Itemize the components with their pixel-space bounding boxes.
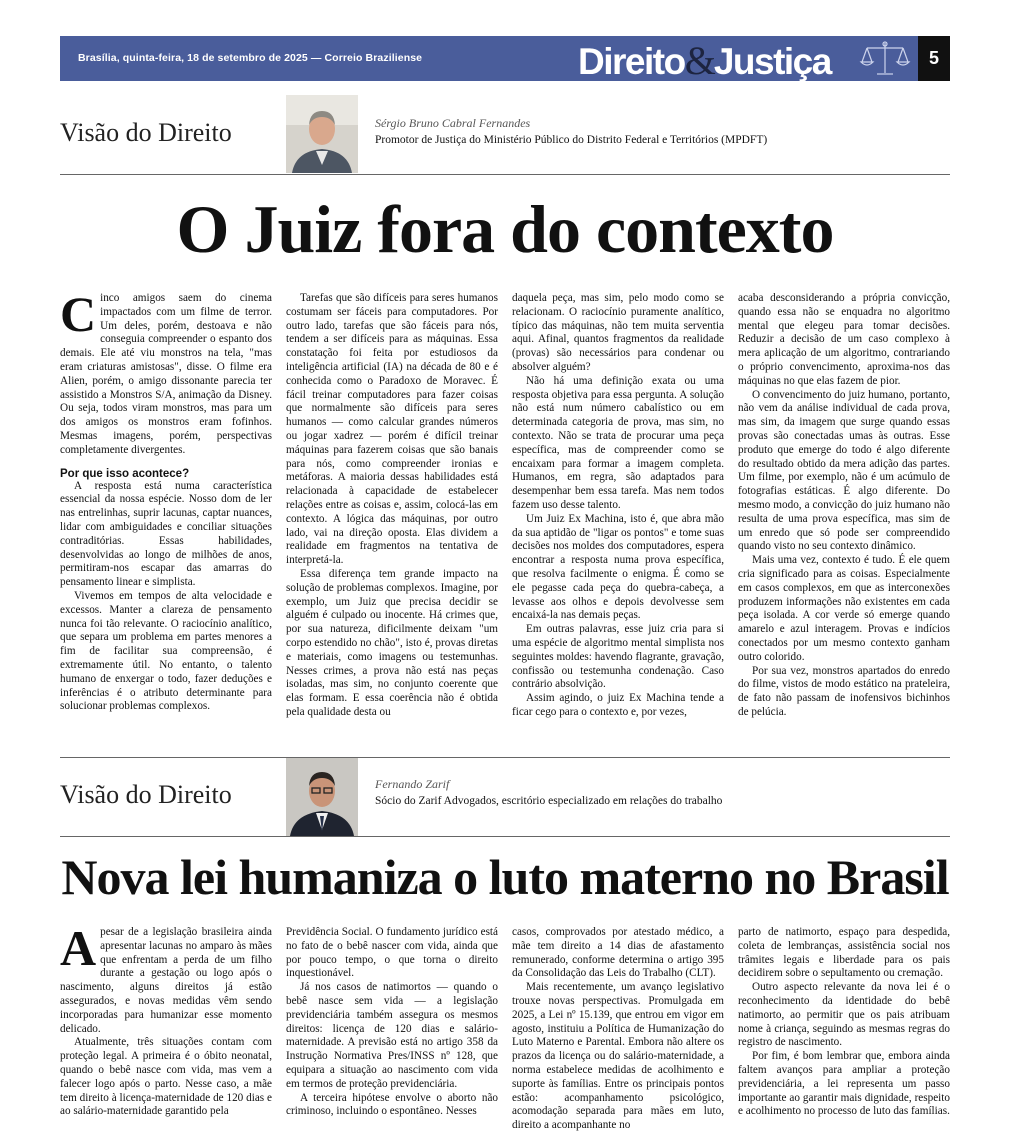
paragraph: Essa diferença tem grande impacto na solução de problemas complexos. Imagine, por exemplo, um Juiz que precisa decidir se alguém é culpado ou inocente. Há crimes que, por sua natureza, dificilmente deixam "um corpo estendido no chão", isto é, provas diretas e materiais, como imagens ou testemunhas. Nesses crimes, a prova não está nas peças isoladas, mas sim, no conjunto coerente que elas formam. E essa coerência não é obtida pela qualidade desta ou — [286, 567, 498, 718]
paragraph: A terceira hipótese envolve o aborto não criminoso, incluindo o espontâneo. Nesses — [286, 1091, 498, 1118]
article1-author-role: Promotor de Justiça do Ministério Público do Distrito Federal e Territórios (MPDFT) — [375, 134, 768, 146]
paragraph: Já nos casos de natimortos — quando o bebê nasce sem vida — a legislação previdenciária também assegura os mesmos direitos: licença de 120 dias e salário-maternidade. A previsão está no artigo 358 da Instrução Normativa Pres/INSS nº 128, que equipara a situação ao nascimento com vida em termos de proteção previdenciária. — [286, 981, 498, 1090]
article2-column-3 — [512, 926, 724, 1133]
divider — [60, 174, 950, 175]
paragraph: daquela peça, mas sim, pelo modo como se relacionam. O raciocínio puramente analítico, típico das máquinas, não tem muita serventia aqui. Afinal, quantos fragmentos da realidade (provas) são necessários para condenar ou absolver alguém? — [512, 292, 724, 373]
subheading: Por que isso acontece? — [60, 467, 190, 480]
article2-column-2 — [286, 926, 498, 1119]
drop-cap: A — [60, 920, 97, 976]
article1-column-4 — [738, 292, 950, 720]
paragraph: Mais uma vez, contexto é tudo. É ele quem cria significado para as coisas. Especialmente em casos complexos, em que as interconexões produzem informações não existentes em cada peça isolada. A cor verde só emerge quando amarelo e azul interagem. Provas e indícios conectados por um mesmo contexto ganham outro colorido. — [738, 554, 950, 663]
paragraph: Cinco amigos saem do cinema impactados com um filme de terror. Um deles, porém, destoava e não conseguia compreender o espanto dos demais. Ele até viu monstros na tela, "mas eram criaturas amistosas", disse. O filme era Alien, porém, o amigo dissonante parecia ter assistido a Monstros S/A, animação da Disney. Ou seja, todos viram monstros, mas para um dos amigos os monstros eram fofinhos. Mesmas imagens, porém, perspectivas completamente divergentes. — [60, 286, 272, 456]
article1-column-3 — [512, 292, 724, 720]
paragraph: parto de natimorto, espaço para despedida, coleta de lembranças, assistência social nos trâmites legais e liberdade para os pais decidirem sobre o sepultamento ou cremação. — [738, 926, 950, 980]
section-title — [578, 37, 831, 84]
article1-column-2 — [286, 292, 498, 720]
divider — [60, 757, 950, 758]
paragraph: Por fim, é bom lembrar que, embora ainda faltem avanços para ampliar a proteção previdenciária, a lei representa um passo importante ao garantir mais dignidade, respeito e acolhimento no processo de luto das famílias. — [738, 1050, 950, 1118]
article2-author-role: Sócio do Zarif Advogados, escritório especializado em relações do trabalho — [375, 795, 723, 807]
article2-author-photo — [286, 758, 358, 836]
paragraph: casos, comprovados por atestado médico, a mãe tem direito a 14 dias de afastamento remunerado, conforme determina o artigo 395 da Consolidação das Leis do Trabalho (CLT). — [512, 926, 724, 980]
section-title-ampersand: & — [684, 38, 714, 83]
paragraph: Mais recentemente, um avanço legislativo trouxe novas perspectivas. Promulgada em 2025, a Lei nº 15.139, que entrou em vigor em agosto, instituiu a Política de Humanização do Luto Materno e Parental. Embora não altere os prazos da licença ou do salário-maternidade, a norma estabelece medidas de acolhimento e suporte às famílias. Entre os principais pontos estão: acompanhamento psicológico, acomodação separada para mães em luto, direito a acompanhante no — [512, 981, 724, 1132]
article1-kicker: Visão do Direito — [60, 118, 232, 147]
paragraph: Apesar de a legislação brasileira ainda apresentar lacunas no amparo às mães que enfrentam a perda de um filho durante a gestação ou logo após o nascimento, alguns direitos já estão assegurados, e novas medidas vêm sendo incorporadas para humanizar esse momento delicado. — [60, 920, 272, 1035]
paragraph: Atualmente, três situações contam com proteção legal. A primeira é o óbito neonatal, quando o bebê nasce com vida, mas vem a falecer logo após o parto. Nesse caso, a mãe tem direito à licença-maternidade de 120 dias e ao salário-maternidade garantido pela — [60, 1036, 272, 1118]
scales-of-justice-icon — [859, 40, 911, 78]
paragraph: Um Juiz Ex Machina, isto é, que abra mão da sua aptidão de "ligar os pontos" e tome suas decisões nos moldes dos computadores, espera encontrar a resposta numa prova específica, que resolva facilmente o enigma. É como se ele pegasse cada peça do quebra-cabeça, a levasse aos olhos e depois devolvesse sem encaixá-la nas demais peças. — [512, 512, 724, 622]
paragraph: Não há uma definição exata ou uma resposta objetiva para essa pergunta. A solução não está num número cabalístico ou em determinada categoria de prova, mas sim, no contexto. Não se trata de procurar uma peça específica, mas de compreender como se encaixam para formar a imagem completa. Humanos, em regra, são adaptados para desempenhar bem essa tarefa. Mas nem todos fazem uso desse talento. — [512, 374, 724, 511]
paragraph: acaba desconsiderando a própria convicção, quando essa não se enquadra no algoritmo mental que elegeu para tomar decisões. Reduzir a decisão de um caso complexo à mera aplicação de um algoritmo, contrariando o próprio convencimento, aproxima-nos das máquinas no que elas fazem de pior. — [738, 292, 950, 387]
dateline: Brasília, quinta-feira, 18 de setembro de 2025 — Correio Braziliense — [78, 52, 423, 64]
section-title-part1: Direito — [578, 41, 685, 82]
page-number: 5 — [918, 36, 950, 81]
drop-cap: C — [60, 286, 97, 342]
paragraph: Assim agindo, o juiz Ex Machina tende a ficar cego para o contexto e, por vezes, — [512, 692, 724, 718]
paragraph: Por sua vez, monstros apartados do enredo do filme, vistos de modo estático na prateleira, de fato não passam de inofensivos bichinhos de pelúcia. — [738, 664, 950, 718]
paragraph: Vivemos em tempos de alta velocidade e excessos. Manter a clareza de pensamento nunca foi tão relevante. O raciocínio analítico, que separa um problema em partes menores a fim de facilitar sua compreensão, é extremamente útil. No entanto, o talento humano de enxergar o todo, fazer deduções e inferências é o atributo determinante para solucionar problemas complexos. — [60, 589, 272, 713]
paragraph: Em outras palavras, esse juiz cria para si uma espécie de algoritmo mental simplista nos seguintes moldes: havendo flagrante, gravação, confissão ou testemunha condenação. Caso contrário absolvição. — [512, 623, 724, 691]
paragraph: Tarefas que são difíceis para seres humanos costumam ser fáceis para computadores. Por outro lado, tarefas que são fáceis para nós, tendem a ser difíceis para as máquinas. Essa constatação foi feita por estudiosos da inteligência artificial (IA) na década de 80 e é conhecida como o Paradoxo de Moravec. É fácil treinar computadores para fazer coisas que normalmente são difíceis para seres humanos — como calcular grandes números ou jogar xadrez — porém é difícil treinar máquinas para fazerem coisas que são banais para nós, como compreender ironias e metáforas. A maioria dessas habilidades está relacionada à capacidade de estabelecer relações entre as coisas e, assim, colocá-las em contexto. A lógica das máquinas, por outro lado, vai na direção oposta. Elas dividem a realidade em fragmentos na tentativa de interpretá-la. — [286, 292, 498, 567]
paragraph: O convencimento do juiz humano, portanto, não vem da análise individual de cada prova, mas sim, da imagem que surge quando essas provas são conectadas umas às outras. Esse produto que emerge do todo é algo diferente do resultado obtido da mera adição das partes. Um filme, por exemplo, não é um acúmulo de fotografias estáticas. É algo diferente. Do mesmo modo, a convicção do juiz humano não resulta de uma prova específica, mas sim de um enredo que só pode ser compreendido quando visto no seu contexto dinâmico. — [738, 388, 950, 553]
article1-author-photo — [286, 95, 358, 173]
section-title-part2: Justiça — [713, 41, 831, 82]
article2-headline: Nova lei humaniza o luto materno no Brasil — [61, 849, 949, 905]
article1-headline: O Juiz fora do contexto — [176, 191, 834, 267]
article2-column-4 — [738, 926, 950, 1119]
article1-column-1 — [60, 286, 272, 714]
article2-author-name: Fernando Zarif — [375, 777, 450, 791]
paragraph: Previdência Social. O fundamento jurídico está no fato de o bebê nascer com vida, ainda que por pouco tempo, o que torna o direito inquestionável. — [286, 926, 498, 980]
paragraph: A resposta está numa característica essencial da nossa espécie. Nosso dom de ler nas entrelinhas, suprir lacunas, captar nuances, lidar com ambiguidades e conciliar situações contraditórias. Essas habilidades, desenvolvidas ao longo de milhões de anos, permitiram-nos escapar das amarras do pensamento linear e simplista. — [60, 479, 272, 589]
article2-column-1 — [60, 920, 272, 1119]
paragraph: Outro aspecto relevante da nova lei é o reconhecimento da identidade do bebê natimorto, ao permitir que os pais atribuam nome à criança, seguindo as mesmas regras do registro de nascimento. — [738, 981, 950, 1049]
article2-kicker: Visão do Direito — [60, 780, 232, 809]
divider — [60, 836, 950, 837]
article1-author-name: Sérgio Bruno Cabral Fernandes — [375, 116, 531, 130]
